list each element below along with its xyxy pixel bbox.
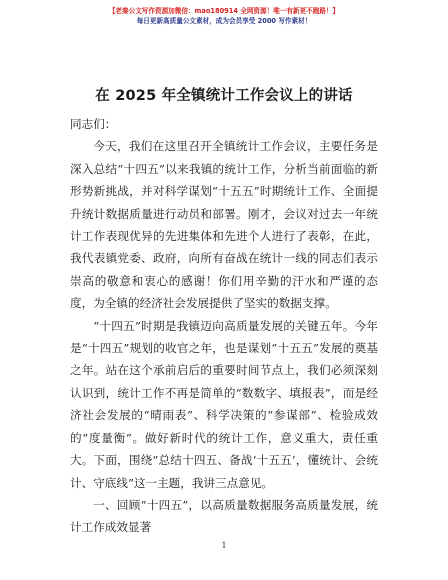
banner-line-promo: 【老秦公文写作资源加微信：mao180914 全网资源！唯一有新更不跑路！】 (108, 7, 340, 15)
document-title: 在 2025 年全镇统计工作会议上的讲话 (95, 88, 353, 104)
document-body (70, 113, 378, 539)
page-number: 1 (221, 541, 227, 550)
salutation: 同志们： (70, 117, 117, 131)
section-heading-one: 一、回顾“十四五”，以高质量数据服务高质量发展，统计工作成效显著 (70, 497, 378, 535)
banner-line-membership: 每日更新高质量公文素材，成为会员享受 2000 写作素材！ (136, 17, 312, 25)
paragraph-opening: 今天，我们在这里召开全镇统计工作会议，主要任务是深入总结“十四五”以来我镇的统计工作，分析当前面临的新形势新挑战，并对科学谋划“十五五”时期统计工作、全面提升统计数据质量进行动员和部署。刚才，会议对过去一年统计工作表现优异的先进集体和先进个人进行了表彰，在此，我代表镇党委、政府，向所有奋战在统计一线的同志们表示崇高的敬意和衷心的感谢！你们用辛勤的汗水和严谨的态度，为全镇的经济社会发展提供了坚实的数据支撑。 (70, 139, 378, 311)
header-banner (0, 6, 448, 26)
paragraph-context: “十四五”时期是我镇迈向高质量发展的关键五年。今年是“十四五”规划的收官之年，也是谋划“十五五”发展的奠基之年。站在这个承前启后的重要时间节点上，我们必须深刻认识到，统计工作不再是简单的“数数字、填报表”，而是经济社会发展的“晴雨表”、科学决策的“参谋部”、检验成效的“度量衡”。做好新时代的统计工作，意义重大，责任重大。下面，围绕“总结十四五、备战‘十五五’，懂统计、会统计、守底线”这一主题，我讲三点意见。 (70, 318, 378, 490)
